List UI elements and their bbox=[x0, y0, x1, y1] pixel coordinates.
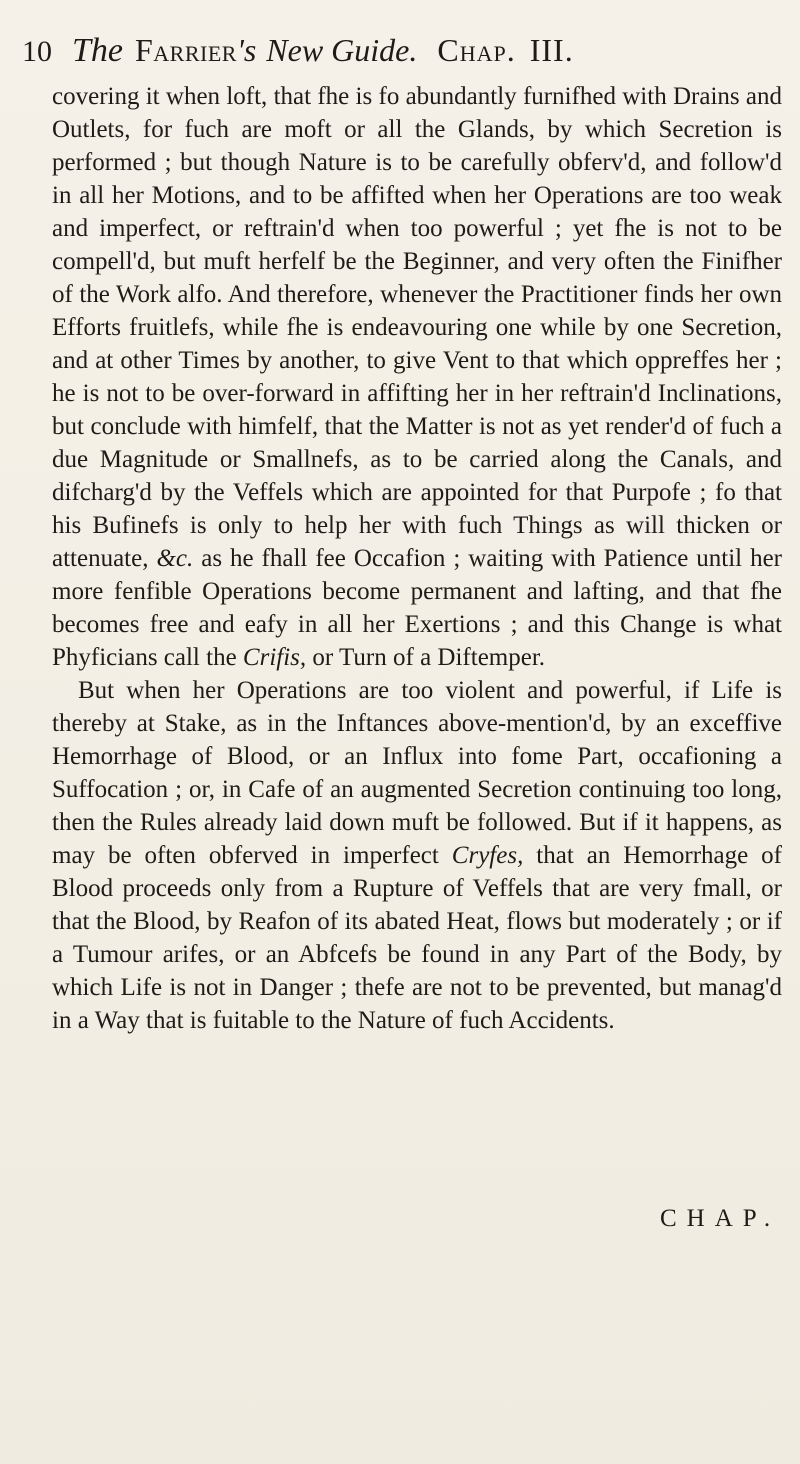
paragraph-first-part3: or Turn of a Diftemper. bbox=[312, 644, 546, 671]
paragraph-first bbox=[52, 80, 782, 674]
etc-abbreviation: &c. bbox=[156, 545, 194, 572]
header-title-new-guide: New Guide. bbox=[266, 32, 418, 68]
catchword: CHAP. bbox=[660, 1205, 781, 1232]
paragraph-second-part2: that an Hemorrhage of Blood proceeds only from a Rupture of Veffels that are very fmall, or that the Blood, by Reafon of its abated Heat, flows but moderately ; or if a Tumour arifes, or an Abfcefs be found in any Part of the Body, by which Life is not in Danger ; thefe are not to be prevented, but manag'd in a Way that is fuitable to the Nature of fuch Accidents. bbox=[52, 842, 782, 1034]
header-chapter-label: Chap. bbox=[437, 32, 516, 68]
header-title-farrier-suffix: 's bbox=[236, 32, 257, 68]
paragraph-first-part1: covering it when loft, that fhe is fo abundantly furnifhed with Drains and Outlets, for fuch are moft or all the Glands, by which Secretion is performed ; but though Nature is to be carefully obferv'd, and follow'd in all her Motions, and to be affifted when her Operations are too weak and imperfect, or reftrain'd when too powerful ; yet fhe is not to be compell'd, but muft herfelf be the Beginner, and very often the Finifher of the Work alfo. And therefore, whenever the Practitioner finds her own Efforts fruitlefs, while fhe is endeavouring one while by one Secretion, and at other Times by another, to give Vent to that which oppreffes her ; he is not to be over-forward in affifting her in her reftrain'd Inclinations, but conclude with himfelf, that the Matter is not as yet render'd of fuch a due Magnitude or Smallnefs, as to be carried along the Canals, and difcharg'd by the Veffels which are appointed for that Purpofe ; fo that his Bufinefs is only to help her with fuch Things as will thicken or attenuate, bbox=[52, 83, 782, 572]
header-chapter-number: III. bbox=[529, 32, 574, 68]
paragraph-first-part2: as he fhall fee Occafion ; waiting with Patience until her more fenfible Operations become permanent and lafting, and that fhe becomes free and eafy in all her Exertions ; and this Change is what Phyficians call the bbox=[52, 545, 783, 671]
page-number: 10 bbox=[22, 35, 52, 68]
paragraph-second-part1: But when her Operations are too violent and powerful, if Life is thereby at Stake, as in the Inftances above-mention'd, by an exceffive Hemorrhage of Blood, or an Influx into fome Part, occafioning a Suffocation ; or, in Cafe of an augmented Secretion continuing too long, then the Rules already laid down muft be followed. But if it happens, as may be often obferved in imperfect bbox=[52, 677, 782, 869]
header-title-farrier: Farrier bbox=[135, 32, 237, 68]
crisis-term: Crifis, bbox=[242, 644, 307, 671]
running-header bbox=[22, 28, 782, 72]
paragraph-second bbox=[52, 674, 782, 1037]
header-title-the: The bbox=[72, 32, 123, 69]
body-text bbox=[52, 80, 782, 1037]
cryses-term: Cryfes, bbox=[451, 842, 524, 869]
